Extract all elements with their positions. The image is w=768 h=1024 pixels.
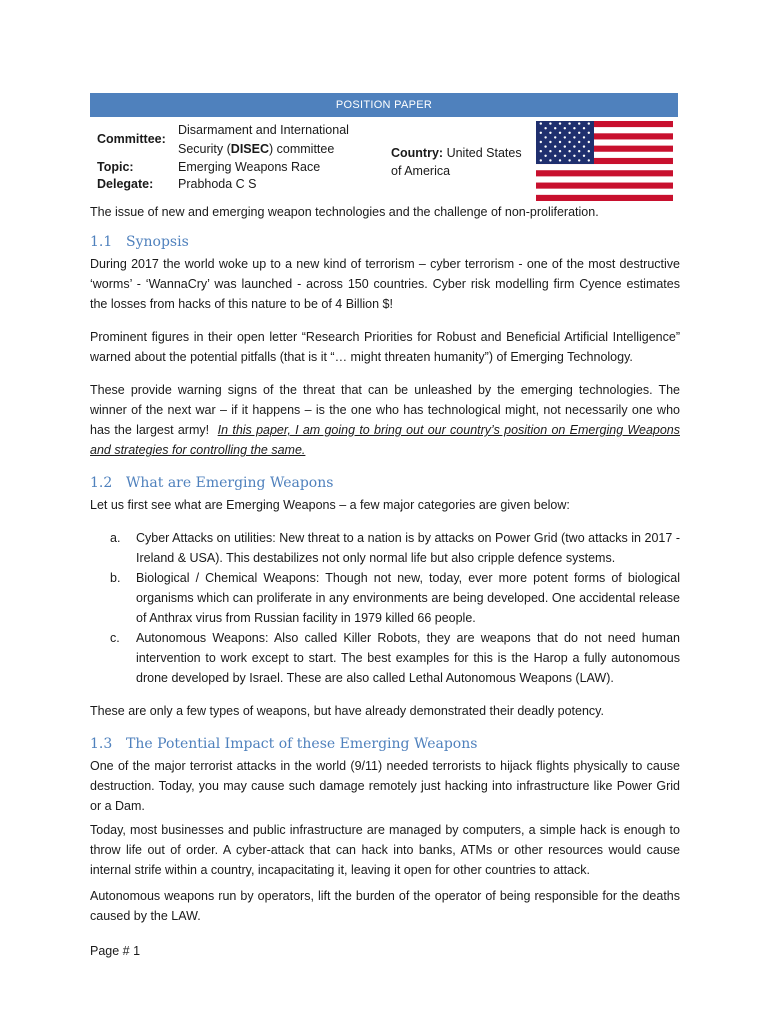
- flag-star: [549, 122, 551, 124]
- flag-star: [540, 159, 542, 161]
- us-flag-image: [536, 121, 673, 201]
- committee-value-line1: Disarmament and International: [178, 123, 349, 137]
- country-label: Country:: [391, 146, 444, 160]
- flag-star: [544, 136, 546, 138]
- flag-stripe: [536, 164, 673, 170]
- synopsis-paragraph-1: During 2017 the world woke up to a new kind of terrorism – cyber terrorism - one of the most destructive ‘worms’ - ‘WannaCry’ was launched - across 150 countries. Cyber risk modelling firm Cyence estimates the losses from hacks of this nature to be of 4 Billion $!: [90, 257, 680, 311]
- impact-paragraph-2: Today, most businesses and public infrastructure are managed by computers, a simple hack is enough to throw life out of order. A cyber-attack that can hack into banks, ATMs or other resources would cause internal strife within a country, incapacitating it, leaving it open for other countries to attack.: [90, 823, 680, 877]
- flag-star: [588, 132, 590, 134]
- topic-value: Emerging Weapons Race: [178, 160, 321, 174]
- flag-star: [564, 155, 566, 157]
- flag-star: [568, 122, 570, 124]
- weapon-categories-list: [110, 528, 680, 688]
- flag-star: [540, 122, 542, 124]
- flag-stripe: [536, 195, 673, 201]
- topic-label: Topic:: [97, 160, 134, 174]
- flag-star: [540, 141, 542, 143]
- delegate-label: Delegate:: [97, 177, 154, 191]
- flag-star: [588, 159, 590, 161]
- synopsis-paragraph-2: Prominent figures in their open letter “Research Priorities for Robust and Beneficial Artificial Intelligence” warned about the potential pitfalls (that is it “… might threaten humanity”) of Emerging Technology.: [90, 330, 680, 364]
- list-item: b. Biological / Chemical Weapons: Though not new, today, ever more potent forms of biological organisms which can proliferate in any environments are being developed. One accidental release of Anthrax virus from Russian facility in 1979 killed 66 people.: [110, 571, 680, 625]
- flag-star: [568, 159, 570, 161]
- flag-star: [564, 136, 566, 138]
- flag-star: [554, 127, 556, 129]
- country-value-2: of America: [391, 164, 451, 178]
- position-statement: In this paper, I am going to bring out our country’s position on Emerging Weapons and strategies for controlling the same.: [90, 423, 680, 457]
- flag-star: [573, 155, 575, 157]
- committee-label: Committee:: [97, 132, 166, 146]
- flag-star: [588, 141, 590, 143]
- flag-star: [573, 145, 575, 147]
- flag-star: [568, 132, 570, 134]
- flag-star: [583, 136, 585, 138]
- section-heading-potential-impact: 1.3 The Potential Impact of these Emerging Weapons: [90, 736, 478, 752]
- flag-star: [573, 136, 575, 138]
- flag-star: [554, 155, 556, 157]
- flag-star: [588, 122, 590, 124]
- flag-star: [573, 127, 575, 129]
- flag-star: [554, 145, 556, 147]
- flag-stripe: [536, 183, 673, 189]
- flag-stripe: [536, 170, 673, 176]
- flag-star: [559, 122, 561, 124]
- flag-star: [578, 141, 580, 143]
- flag-star: [568, 150, 570, 152]
- flag-star: [544, 145, 546, 147]
- flag-star: [559, 132, 561, 134]
- flag-star: [578, 132, 580, 134]
- position-paper-banner: POSITION PAPER: [90, 93, 678, 117]
- page-number: Page # 1: [90, 944, 141, 958]
- flag-star: [583, 155, 585, 157]
- flag-star: [554, 136, 556, 138]
- flag-star: [583, 145, 585, 147]
- delegate-value: Prabhoda C S: [178, 177, 257, 191]
- flag-star: [549, 141, 551, 143]
- flag-star: [544, 127, 546, 129]
- flag-star: [583, 127, 585, 129]
- flag-star: [559, 141, 561, 143]
- section-heading-synopsis: 1.1 Synopsis: [90, 234, 189, 250]
- committee-value-line2: Security (DISEC) committee: [178, 142, 335, 156]
- flag-star: [568, 141, 570, 143]
- synopsis-paragraph-3: These provide warning signs of the threat that can be unleashed by the emerging technologies. The winner of the next war – if it happens – is the one who has technological might, not necessarily one who has the largest army! In this paper, I am going to bring out our country’s position on Emerging Weapons and strategies for controlling the same.: [90, 383, 680, 457]
- intro-statement: The issue of new and emerging weapon technologies and the challenge of non-proliferation.: [90, 205, 599, 219]
- emerging-weapons-lead: Let us first see what are Emerging Weapons – a few major categories are given below:: [90, 498, 570, 512]
- flag-star: [559, 159, 561, 161]
- disec-abbrev: DISEC: [230, 142, 269, 156]
- flag-star: [549, 132, 551, 134]
- flag-stripe: [536, 189, 673, 195]
- flag-star: [549, 150, 551, 152]
- flag-star: [578, 150, 580, 152]
- flag-star: [564, 127, 566, 129]
- flag-star: [540, 132, 542, 134]
- flag-stripe: [536, 176, 673, 182]
- flag-star: [578, 159, 580, 161]
- list-item: a. Cyber Attacks on utilities: New threat to a nation is by attacks on Power Grid (two attacks in 2017 - Ireland & USA). This destabilizes not only normal life but also cripple defence systems.: [110, 531, 680, 565]
- impact-paragraph-1: One of the major terrorist attacks in the world (9/11) needed terrorists to hijack flights physically to cause destruction. Today, you may cause such damage remotely just hacking into infrastructure like Power Grid or a Dam.: [90, 759, 680, 813]
- section-heading-emerging-weapons: 1.2 What are Emerging Weapons: [90, 475, 334, 491]
- list-item: c. Autonomous Weapons: Also called Killer Robots, they are weapons that do not need human intervention to work except to start. The best examples for this is the Harop a fully autonomous drone developed by Israel. These are also called Lethal Autonomous Weapons (LAW).: [110, 631, 680, 685]
- flag-star: [564, 145, 566, 147]
- flag-star: [549, 159, 551, 161]
- impact-paragraph-3: Autonomous weapons run by operators, lift the burden of the operator of being responsible for the deaths caused by the LAW.: [90, 889, 680, 923]
- flag-star: [578, 122, 580, 124]
- flag-star: [559, 150, 561, 152]
- flag-star: [588, 150, 590, 152]
- country-block: [391, 144, 531, 180]
- flag-star: [544, 155, 546, 157]
- flag-star: [540, 150, 542, 152]
- country-value-1: United States: [446, 146, 522, 160]
- emerging-weapons-closing: These are only a few types of weapons, but have already demonstrated their deadly potency.: [90, 704, 604, 718]
